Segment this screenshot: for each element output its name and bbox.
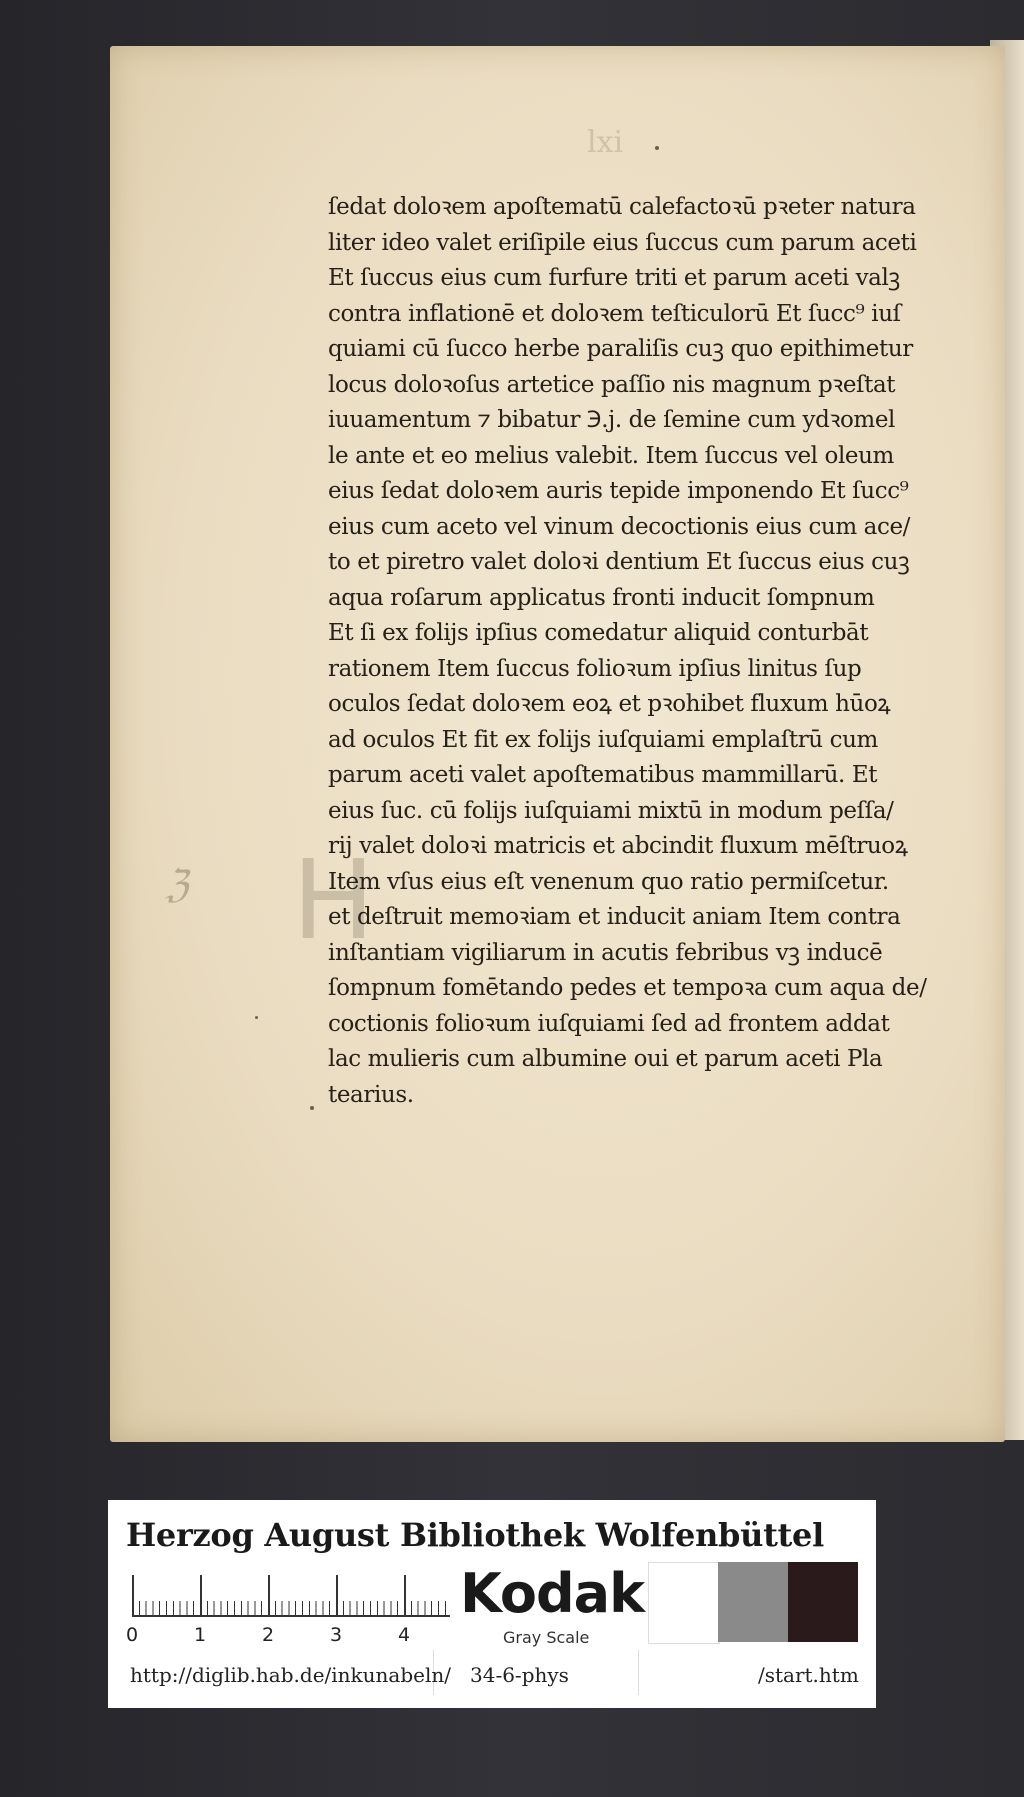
- text-line: ad oculos Et fit ex folijs iuſquiami emplaſtrū cum: [328, 726, 878, 753]
- text-line: et deſtruit memoꝛiam et inducit aniam Item contra: [328, 904, 901, 930]
- card-divider: [638, 1650, 639, 1695]
- url-suffix: /start.htm: [758, 1663, 859, 1687]
- text-line: ſompnum fomētando pedes et tempoꝛa cum aqua de/: [328, 975, 927, 1001]
- gray-patch: [718, 1562, 788, 1642]
- text-line: to et piretro valet doloꝛi dentium Et ſuccus eius cuꝫ: [328, 549, 910, 575]
- folio-number: lxi: [586, 125, 624, 160]
- library-title: Herzog August Bibliothek Wolfenbüttel: [126, 1516, 824, 1554]
- watermark: H: [292, 836, 375, 964]
- text-column: [328, 190, 927, 1113]
- text-line: oculos ſedat doloꝛem eoꝝ et pꝛohibet fluxum hūoꝝ: [328, 691, 891, 717]
- text-line: iuuamentum ⁊ bibatur ℈.j. de ſemine cum ydꝛomel: [328, 407, 895, 433]
- ink-speck: [310, 1106, 314, 1110]
- text-line: coctionis folioꝛum iuſquiami ſed ad frontem addat: [328, 1010, 890, 1037]
- ruler-number: 3: [330, 1624, 343, 1646]
- black-patch: [788, 1562, 858, 1642]
- text-line: Item vſus eius eſt venenum quo ratio permiſcetur.: [328, 868, 889, 895]
- text-line: tearius.: [328, 1081, 414, 1108]
- archive-url: http://diglib.hab.de/inkunabeln/: [130, 1663, 452, 1687]
- text-line: locus doloꝛoſus artetice paſſio nis magnum pꝛeſtat: [328, 371, 896, 398]
- ink-speck: [255, 1016, 258, 1019]
- text-line: le ante et eo melius valebit. Item ſuccus vel oleum: [328, 442, 894, 469]
- text-line: contra inflationē et doloꝛem teſticulorū Et ſucc⁹ iuſ: [328, 300, 901, 327]
- text-line: eius ſedat doloꝛem auris tepide imponendo Et ſucc⁹: [328, 478, 909, 504]
- color-calibration-card: [108, 1500, 876, 1708]
- ruler-major-tick: [132, 1575, 134, 1615]
- ruler-major-tick: [268, 1575, 270, 1615]
- ruler-major-tick: [336, 1575, 338, 1615]
- ink-speck: [655, 146, 659, 150]
- margin-mark: ℨ: [165, 862, 189, 906]
- scale-ruler: [132, 1575, 450, 1617]
- text-line: inſtantiam vigiliarum in acutis febribus vꝫ inducē: [328, 939, 883, 966]
- ruler-major-tick: [404, 1575, 406, 1615]
- ruler-major-tick: [200, 1575, 202, 1615]
- text-line: ſedat doloꝛem apoſtematū calefactoꝛū pꝛeter natura: [328, 194, 916, 220]
- gray-scale-label: Gray Scale: [503, 1628, 590, 1647]
- shelfmark: 34-6-phys: [470, 1663, 569, 1687]
- ruler-number: 1: [194, 1624, 207, 1646]
- text-line: quiami cū ſucco herbe paraliſis cuꝫ quo epithimetur: [328, 336, 913, 362]
- ruler-number: 0: [126, 1624, 139, 1646]
- text-line: liter ideo valet eriſipile eius ſuccus cum parum aceti: [328, 229, 917, 256]
- kodak-logo: Kodak: [460, 1562, 644, 1625]
- ruler-number: 4: [398, 1624, 411, 1646]
- text-line: rationem Item ſuccus folioꝛum ipſius linitus ſup: [328, 655, 862, 682]
- text-line: rij valet doloꝛi matricis et abcindit fluxum mēſtruoꝝ: [328, 833, 908, 859]
- text-line: lac mulieris cum albumine oui et parum aceti Pla: [328, 1046, 883, 1072]
- ruler-number: 2: [262, 1624, 275, 1646]
- text-line: parum aceti valet apoſtematibus mammillarū. Et: [328, 762, 878, 788]
- text-line: aqua roſarum applicatus fronti inducit ſompnum: [328, 584, 875, 611]
- text-line: eius ſuc. cū folijs iuſquiami mixtū in modum peſſa/: [328, 797, 894, 824]
- white-patch: [648, 1562, 720, 1644]
- text-line: eius cum aceto vel vinum decoctionis eius cum ace/: [328, 513, 911, 540]
- text-line: Et ſi ex folijs ipſius comedatur aliquid conturbāt: [328, 620, 869, 646]
- text-line: Et ſuccus eius cum furfure triti et parum aceti valꝫ: [328, 265, 900, 291]
